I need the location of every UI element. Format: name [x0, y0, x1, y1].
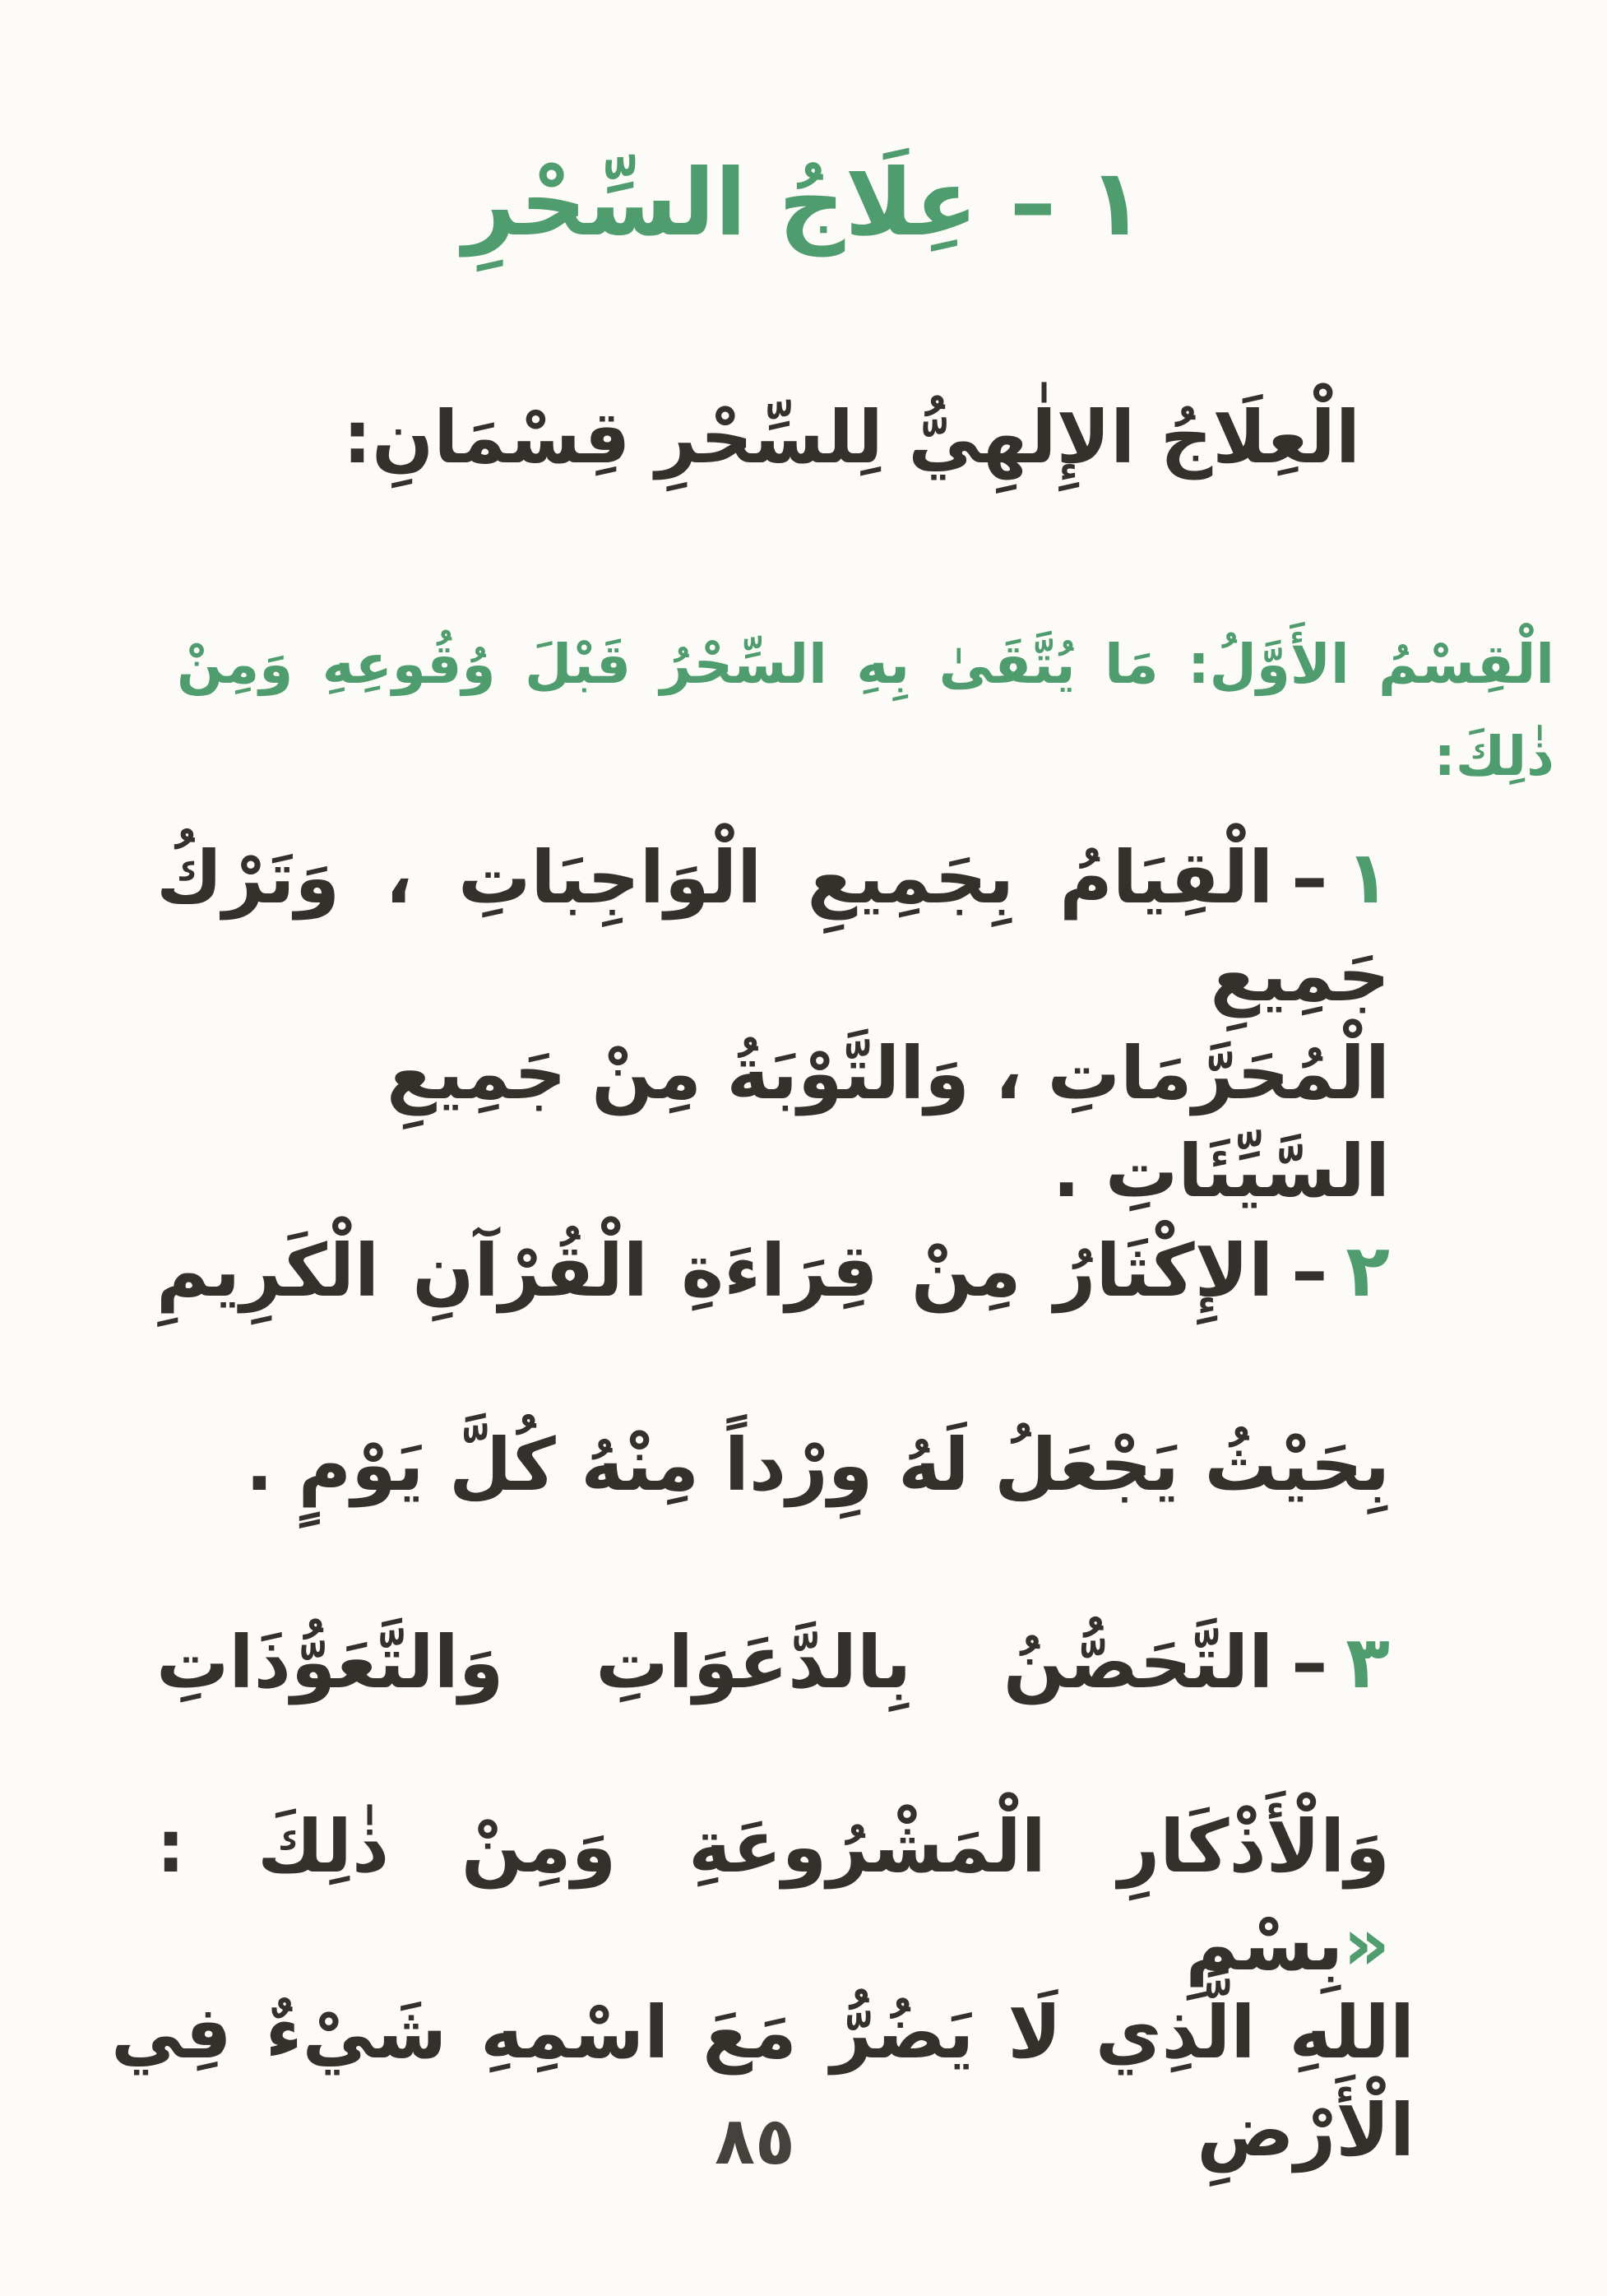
- item-1-dash: –: [1291, 835, 1328, 920]
- list-item-1-line-1: [156, 829, 1390, 1025]
- list-item-3-line-2: [156, 1798, 1390, 1994]
- page-number: ٨٥: [715, 2103, 795, 2179]
- item-1-text-continued: الْمُحَرَّمَاتِ ، وَالتَّوْبَةُ مِنْ جَمِيعِ السَّيِّئَاتِ .: [387, 1031, 1390, 1213]
- main-heading: الْعِلَاجُ الإِلٰهِيُّ لِلسِّحْرِ قِسْمَانِ:: [342, 395, 1360, 480]
- quote-first-word: بِسْمِ: [1185, 1901, 1344, 1987]
- item-2-number: ٢: [1345, 1228, 1390, 1313]
- list-item-2-line-2: [156, 1417, 1390, 1514]
- item-3-number: ٣: [1345, 1620, 1390, 1705]
- item-2-text-continued: بِحَيْثُ يَجْعَلُ لَهُ وِرْداً مِنْهُ كُلَّ يَوْمٍ .: [245, 1422, 1390, 1507]
- chapter-title: ١ – عِلَاجُ السِّحْرِ: [462, 150, 1145, 257]
- section-heading: الْقِسْمُ الأَوَّلُ: مَا يُتَّقَىٰ بِهِ السِّحْرُ قَبْلَ وُقُوعِهِ وَمِنْ ذٰلِكَ:: [177, 633, 1554, 789]
- list-item-3-line-1: [156, 1614, 1390, 1712]
- item-2-text: الإِكْثَارُ مِنْ قِرَاءَةِ الْقُرْآنِ الْكَرِيمِ: [156, 1228, 1274, 1313]
- item-2-dash: –: [1291, 1228, 1328, 1313]
- quote-open-mark: «: [1343, 1901, 1390, 1987]
- item-3-text-continued: وَالْأَذْكَارِ الْمَشْرُوعَةِ وَمِنْ ذٰلِكَ :: [156, 1804, 1390, 1889]
- item-3-dash: –: [1291, 1620, 1328, 1705]
- list-item-1-line-2: [156, 1025, 1390, 1221]
- item-1-text: الْقِيَامُ بِجَمِيعِ الْوَاجِبَاتِ ، وَتَرْكُ جَمِيعِ: [156, 835, 1390, 1018]
- quote-text-continued: اللهِ الَّذِي لَا يَضُرُّ مَعَ اسْمِهِ شَيْءٌ فِي الْأَرْضِ: [111, 1990, 1415, 2173]
- list-item-2-line-1: [156, 1222, 1390, 1320]
- item-3-text: التَّحَصُّنُ بِالدَّعَوَاتِ وَالتَّعَوُّذَاتِ: [156, 1620, 1274, 1705]
- item-1-number: ١: [1345, 835, 1390, 920]
